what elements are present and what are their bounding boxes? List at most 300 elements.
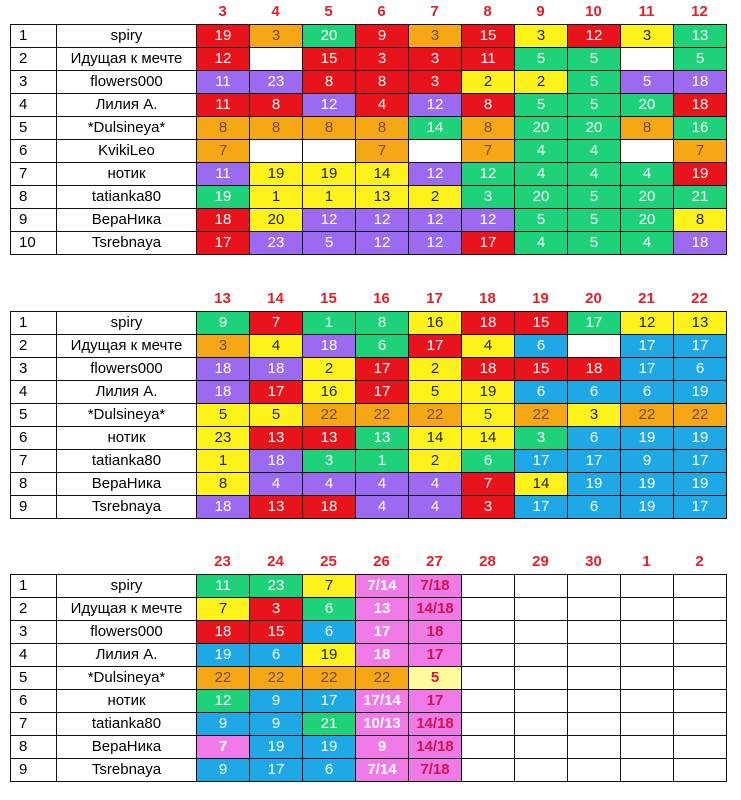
table-row <box>11 736 727 759</box>
score-cell: 4 <box>356 473 409 496</box>
score-cell <box>674 690 727 713</box>
score-cell: 5 <box>568 48 621 71</box>
score-cell: 14 <box>462 427 515 450</box>
score-cell: 23 <box>250 232 303 255</box>
score-cell <box>621 575 674 598</box>
score-cell <box>462 713 515 736</box>
participant-name: tatianka80 <box>57 713 197 736</box>
day-header: 20 <box>585 290 602 307</box>
day-header: 11 <box>638 3 655 20</box>
score-cell: 8 <box>356 117 409 140</box>
score-cell: 17/14 <box>356 690 409 713</box>
score-cell: 12 <box>303 94 356 117</box>
score-cell <box>568 759 621 782</box>
schedule-table <box>10 574 727 782</box>
score-cell: 19 <box>674 381 727 404</box>
participant-name: Лилия А. <box>57 381 197 404</box>
score-cell: 13 <box>356 186 409 209</box>
score-cell: 9 <box>250 713 303 736</box>
score-cell: 20 <box>621 186 674 209</box>
score-cell: 4 <box>250 335 303 358</box>
score-cell <box>621 644 674 667</box>
participant-name: ВераНика <box>57 473 197 496</box>
score-cell <box>515 736 568 759</box>
score-cell: 19 <box>568 473 621 496</box>
score-cell: 17 <box>674 496 727 519</box>
score-cell: 8 <box>674 209 727 232</box>
score-cell: 15 <box>515 312 568 335</box>
score-cell: 4 <box>250 473 303 496</box>
day-header: 29 <box>532 553 549 570</box>
score-cell: 12 <box>568 25 621 48</box>
score-cell: 7/14 <box>356 759 409 782</box>
score-cell: 8 <box>621 117 674 140</box>
table-row <box>11 209 727 232</box>
row-number: 7 <box>11 450 57 473</box>
table-row <box>11 450 727 473</box>
score-cell: 6 <box>250 644 303 667</box>
score-cell: 5 <box>568 71 621 94</box>
score-cell: 15 <box>462 25 515 48</box>
score-cell: 22 <box>621 404 674 427</box>
score-cell: 18 <box>303 335 356 358</box>
score-cell: 18 <box>356 644 409 667</box>
score-cell: 16 <box>303 381 356 404</box>
score-cell: 14 <box>356 163 409 186</box>
score-cell <box>515 644 568 667</box>
score-cell: 18 <box>674 232 727 255</box>
participant-name: flowers000 <box>57 621 197 644</box>
score-cell <box>621 759 674 782</box>
row-number: 2 <box>11 335 57 358</box>
score-cell: 5 <box>515 94 568 117</box>
score-cell: 18 <box>568 358 621 381</box>
score-cell: 6 <box>462 450 515 473</box>
score-cell: 19 <box>250 163 303 186</box>
score-cell: 7 <box>356 140 409 163</box>
score-cell: 3 <box>515 427 568 450</box>
score-cell: 5 <box>568 94 621 117</box>
score-cell <box>462 667 515 690</box>
day-header: 17 <box>426 290 443 307</box>
day-header: 25 <box>320 553 337 570</box>
table-row <box>11 186 727 209</box>
schedule-table <box>10 311 727 519</box>
day-header: 24 <box>267 553 284 570</box>
score-cell <box>568 713 621 736</box>
score-cell <box>568 335 621 358</box>
score-cell: 21 <box>303 713 356 736</box>
score-cell: 22 <box>250 667 303 690</box>
score-cell: 1 <box>197 450 250 473</box>
score-cell: 17 <box>621 358 674 381</box>
score-cell: 3 <box>409 71 462 94</box>
score-cell: 6 <box>621 381 674 404</box>
table-row <box>11 94 727 117</box>
score-cell: 12 <box>621 312 674 335</box>
score-cell <box>621 48 674 71</box>
score-cell: 6 <box>674 358 727 381</box>
score-cell <box>621 140 674 163</box>
score-cell <box>568 644 621 667</box>
score-cell: 5 <box>303 232 356 255</box>
table-row <box>11 427 727 450</box>
score-cell <box>621 667 674 690</box>
table-row <box>11 117 727 140</box>
score-cell: 17 <box>356 358 409 381</box>
row-number: 4 <box>11 94 57 117</box>
score-cell: 14/18 <box>409 598 462 621</box>
score-cell: 18 <box>197 358 250 381</box>
day-header: 18 <box>479 290 496 307</box>
score-cell <box>674 667 727 690</box>
score-cell: 14/18 <box>409 736 462 759</box>
score-cell <box>515 621 568 644</box>
table-row <box>11 232 727 255</box>
table-row <box>11 312 727 335</box>
score-cell <box>621 598 674 621</box>
table-row <box>11 575 727 598</box>
score-cell: 13 <box>356 427 409 450</box>
schedule-block-2 <box>10 287 728 535</box>
score-cell <box>515 598 568 621</box>
day-header: 1 <box>642 553 651 570</box>
score-cell: 18 <box>462 358 515 381</box>
score-cell: 17 <box>356 621 409 644</box>
score-cell: 7 <box>303 575 356 598</box>
score-cell: 8 <box>356 312 409 335</box>
score-cell <box>568 598 621 621</box>
score-cell: 22 <box>356 404 409 427</box>
score-cell: 9 <box>197 759 250 782</box>
participant-name: Идущая к мечте <box>57 598 197 621</box>
score-cell: 19 <box>621 427 674 450</box>
day-header: 5 <box>324 3 333 20</box>
score-cell <box>303 140 356 163</box>
row-number: 7 <box>11 163 57 186</box>
row-number: 1 <box>11 575 57 598</box>
score-cell: 9 <box>250 690 303 713</box>
score-cell: 18 <box>197 621 250 644</box>
score-cell: 5 <box>621 71 674 94</box>
score-cell: 6 <box>303 598 356 621</box>
score-cell: 17 <box>462 232 515 255</box>
table-row <box>11 335 727 358</box>
score-cell: 19 <box>621 496 674 519</box>
table-row <box>11 598 727 621</box>
score-cell: 13 <box>250 496 303 519</box>
score-cell: 8 <box>356 71 409 94</box>
score-cell <box>674 575 727 598</box>
score-cell: 20 <box>568 117 621 140</box>
score-cell <box>462 644 515 667</box>
score-cell: 17 <box>303 690 356 713</box>
score-cell: 15 <box>515 358 568 381</box>
score-cell: 4 <box>515 163 568 186</box>
score-cell: 6 <box>515 381 568 404</box>
score-cell: 1 <box>356 450 409 473</box>
score-cell: 8 <box>462 94 515 117</box>
participant-name: tatianka80 <box>57 186 197 209</box>
score-cell: 22 <box>356 667 409 690</box>
score-cell: 7/14 <box>356 575 409 598</box>
day-header: 19 <box>532 290 549 307</box>
score-cell: 5 <box>568 186 621 209</box>
score-cell: 20 <box>303 25 356 48</box>
score-cell: 23 <box>250 71 303 94</box>
row-number: 9 <box>11 209 57 232</box>
score-cell: 20 <box>621 94 674 117</box>
score-cell: 19 <box>674 427 727 450</box>
score-cell <box>515 759 568 782</box>
score-cell: 8 <box>197 473 250 496</box>
day-header: 26 <box>373 553 390 570</box>
score-cell: 5 <box>515 48 568 71</box>
row-number: 6 <box>11 427 57 450</box>
score-cell <box>674 736 727 759</box>
table-row <box>11 644 727 667</box>
score-cell: 20 <box>515 186 568 209</box>
score-cell: 3 <box>462 496 515 519</box>
participant-name: *Dulsineya* <box>57 667 197 690</box>
table-row <box>11 404 727 427</box>
score-cell: 19 <box>303 736 356 759</box>
row-number: 10 <box>11 232 57 255</box>
row-number: 8 <box>11 736 57 759</box>
score-cell: 12 <box>409 94 462 117</box>
score-cell: 19 <box>197 644 250 667</box>
score-cell: 7 <box>250 312 303 335</box>
score-cell: 9 <box>197 713 250 736</box>
participant-name: Идущая к мечте <box>57 335 197 358</box>
score-cell: 20 <box>515 117 568 140</box>
score-cell <box>515 667 568 690</box>
table-row <box>11 71 727 94</box>
score-cell: 22 <box>674 404 727 427</box>
day-header: 28 <box>479 553 496 570</box>
row-number: 8 <box>11 473 57 496</box>
score-cell: 2 <box>303 358 356 381</box>
score-cell: 12 <box>356 232 409 255</box>
score-cell: 3 <box>303 450 356 473</box>
score-cell: 1 <box>303 186 356 209</box>
score-cell: 5 <box>250 404 303 427</box>
score-cell: 8 <box>303 71 356 94</box>
score-cell <box>674 759 727 782</box>
score-cell: 17 <box>674 335 727 358</box>
score-cell <box>568 667 621 690</box>
score-cell: 13 <box>303 427 356 450</box>
table-row <box>11 358 727 381</box>
score-cell: 14/18 <box>409 713 462 736</box>
row-number: 5 <box>11 667 57 690</box>
row-number: 2 <box>11 48 57 71</box>
score-cell: 18 <box>674 71 727 94</box>
score-cell: 7 <box>197 140 250 163</box>
score-cell: 13 <box>356 598 409 621</box>
score-cell: 5 <box>197 404 250 427</box>
score-cell <box>621 736 674 759</box>
score-cell: 17 <box>515 450 568 473</box>
score-cell: 6 <box>568 427 621 450</box>
score-cell: 3 <box>197 335 250 358</box>
score-cell: 7/18 <box>409 575 462 598</box>
score-cell: 12 <box>356 209 409 232</box>
day-header: 4 <box>271 3 280 20</box>
score-cell: 5 <box>568 232 621 255</box>
score-cell <box>462 690 515 713</box>
score-cell: 4 <box>409 496 462 519</box>
participant-name: Tsrebnaya <box>57 232 197 255</box>
day-header: 8 <box>483 3 492 20</box>
score-cell: 12 <box>409 209 462 232</box>
score-cell: 7 <box>197 598 250 621</box>
day-header: 27 <box>426 553 443 570</box>
participant-name: нотик <box>57 690 197 713</box>
row-number: 1 <box>11 312 57 335</box>
score-cell: 3 <box>462 186 515 209</box>
score-cell: 23 <box>197 427 250 450</box>
score-cell: 17 <box>621 335 674 358</box>
score-cell: 5 <box>409 381 462 404</box>
score-cell: 19 <box>674 473 727 496</box>
score-cell: 8 <box>462 117 515 140</box>
participant-name: Лилия А. <box>57 94 197 117</box>
score-cell: 22 <box>197 667 250 690</box>
score-cell: 11 <box>197 575 250 598</box>
participant-name: spiry <box>57 575 197 598</box>
table-row <box>11 140 727 163</box>
score-cell: 3 <box>409 48 462 71</box>
score-cell: 22 <box>409 404 462 427</box>
score-cell <box>462 598 515 621</box>
day-header: 6 <box>377 3 386 20</box>
score-cell: 2 <box>409 358 462 381</box>
schedule-block-1 <box>10 0 728 272</box>
table-row <box>11 759 727 782</box>
score-cell: 14 <box>409 427 462 450</box>
score-cell <box>568 690 621 713</box>
row-number: 9 <box>11 496 57 519</box>
row-number: 3 <box>11 621 57 644</box>
score-cell: 15 <box>303 48 356 71</box>
score-cell: 8 <box>250 94 303 117</box>
score-cell: 4 <box>356 94 409 117</box>
score-cell <box>462 759 515 782</box>
participant-name: ВераНика <box>57 209 197 232</box>
table-row <box>11 713 727 736</box>
table-row <box>11 621 727 644</box>
participant-name: ВераНика <box>57 736 197 759</box>
score-cell: 19 <box>462 381 515 404</box>
score-cell: 12 <box>197 48 250 71</box>
row-number: 4 <box>11 644 57 667</box>
score-cell: 4 <box>515 140 568 163</box>
participant-name: нотик <box>57 163 197 186</box>
score-cell: 9 <box>356 25 409 48</box>
score-cell: 4 <box>621 232 674 255</box>
score-cell: 5 <box>462 404 515 427</box>
score-cell: 12 <box>409 163 462 186</box>
score-cell <box>674 644 727 667</box>
row-number: 9 <box>11 759 57 782</box>
participant-name: tatianka80 <box>57 450 197 473</box>
score-cell: 17 <box>674 450 727 473</box>
day-header: 14 <box>267 290 284 307</box>
score-cell: 22 <box>303 667 356 690</box>
participant-name: flowers000 <box>57 358 197 381</box>
score-cell: 4 <box>568 163 621 186</box>
score-cell: 7 <box>462 140 515 163</box>
score-cell: 7 <box>462 473 515 496</box>
participant-name: *Dulsineya* <box>57 117 197 140</box>
participant-name: spiry <box>57 312 197 335</box>
score-cell <box>515 690 568 713</box>
table-row <box>11 48 727 71</box>
score-cell: 17 <box>568 450 621 473</box>
row-number: 6 <box>11 690 57 713</box>
row-number: 5 <box>11 404 57 427</box>
score-cell: 20 <box>250 209 303 232</box>
score-cell: 17 <box>409 690 462 713</box>
score-cell: 18 <box>197 381 250 404</box>
score-cell: 1 <box>303 312 356 335</box>
score-cell: 13 <box>674 25 727 48</box>
day-header: 10 <box>585 3 602 20</box>
score-cell: 19 <box>674 163 727 186</box>
score-cell: 16 <box>674 117 727 140</box>
score-cell: 6 <box>303 621 356 644</box>
score-cell <box>409 140 462 163</box>
score-cell: 3 <box>409 25 462 48</box>
score-cell <box>621 690 674 713</box>
score-cell <box>674 598 727 621</box>
row-number: 1 <box>11 25 57 48</box>
score-cell: 11 <box>462 48 515 71</box>
score-cell: 12 <box>409 232 462 255</box>
score-cell: 4 <box>409 473 462 496</box>
day-header: 7 <box>430 3 439 20</box>
score-cell: 12 <box>303 209 356 232</box>
score-cell: 4 <box>303 473 356 496</box>
score-cell: 7/18 <box>409 759 462 782</box>
score-cell: 13 <box>674 312 727 335</box>
score-cell: 17 <box>197 232 250 255</box>
score-cell: 5 <box>674 48 727 71</box>
table-row <box>11 381 727 404</box>
score-cell: 3 <box>356 48 409 71</box>
score-cell: 18 <box>462 312 515 335</box>
score-cell <box>621 621 674 644</box>
score-cell: 18 <box>197 209 250 232</box>
score-cell: 3 <box>250 598 303 621</box>
score-cell: 19 <box>250 736 303 759</box>
day-header: 16 <box>373 290 390 307</box>
score-cell: 9 <box>621 450 674 473</box>
score-cell: 8 <box>250 117 303 140</box>
participant-name: KvikiLeo <box>57 140 197 163</box>
score-cell: 19 <box>303 644 356 667</box>
score-cell <box>568 621 621 644</box>
score-cell: 3 <box>515 25 568 48</box>
row-number: 5 <box>11 117 57 140</box>
participant-name: Tsrebnaya <box>57 496 197 519</box>
score-cell: 2 <box>462 71 515 94</box>
score-cell: 18 <box>250 358 303 381</box>
score-cell: 2 <box>515 71 568 94</box>
score-cell: 4 <box>515 232 568 255</box>
score-cell: 4 <box>462 335 515 358</box>
